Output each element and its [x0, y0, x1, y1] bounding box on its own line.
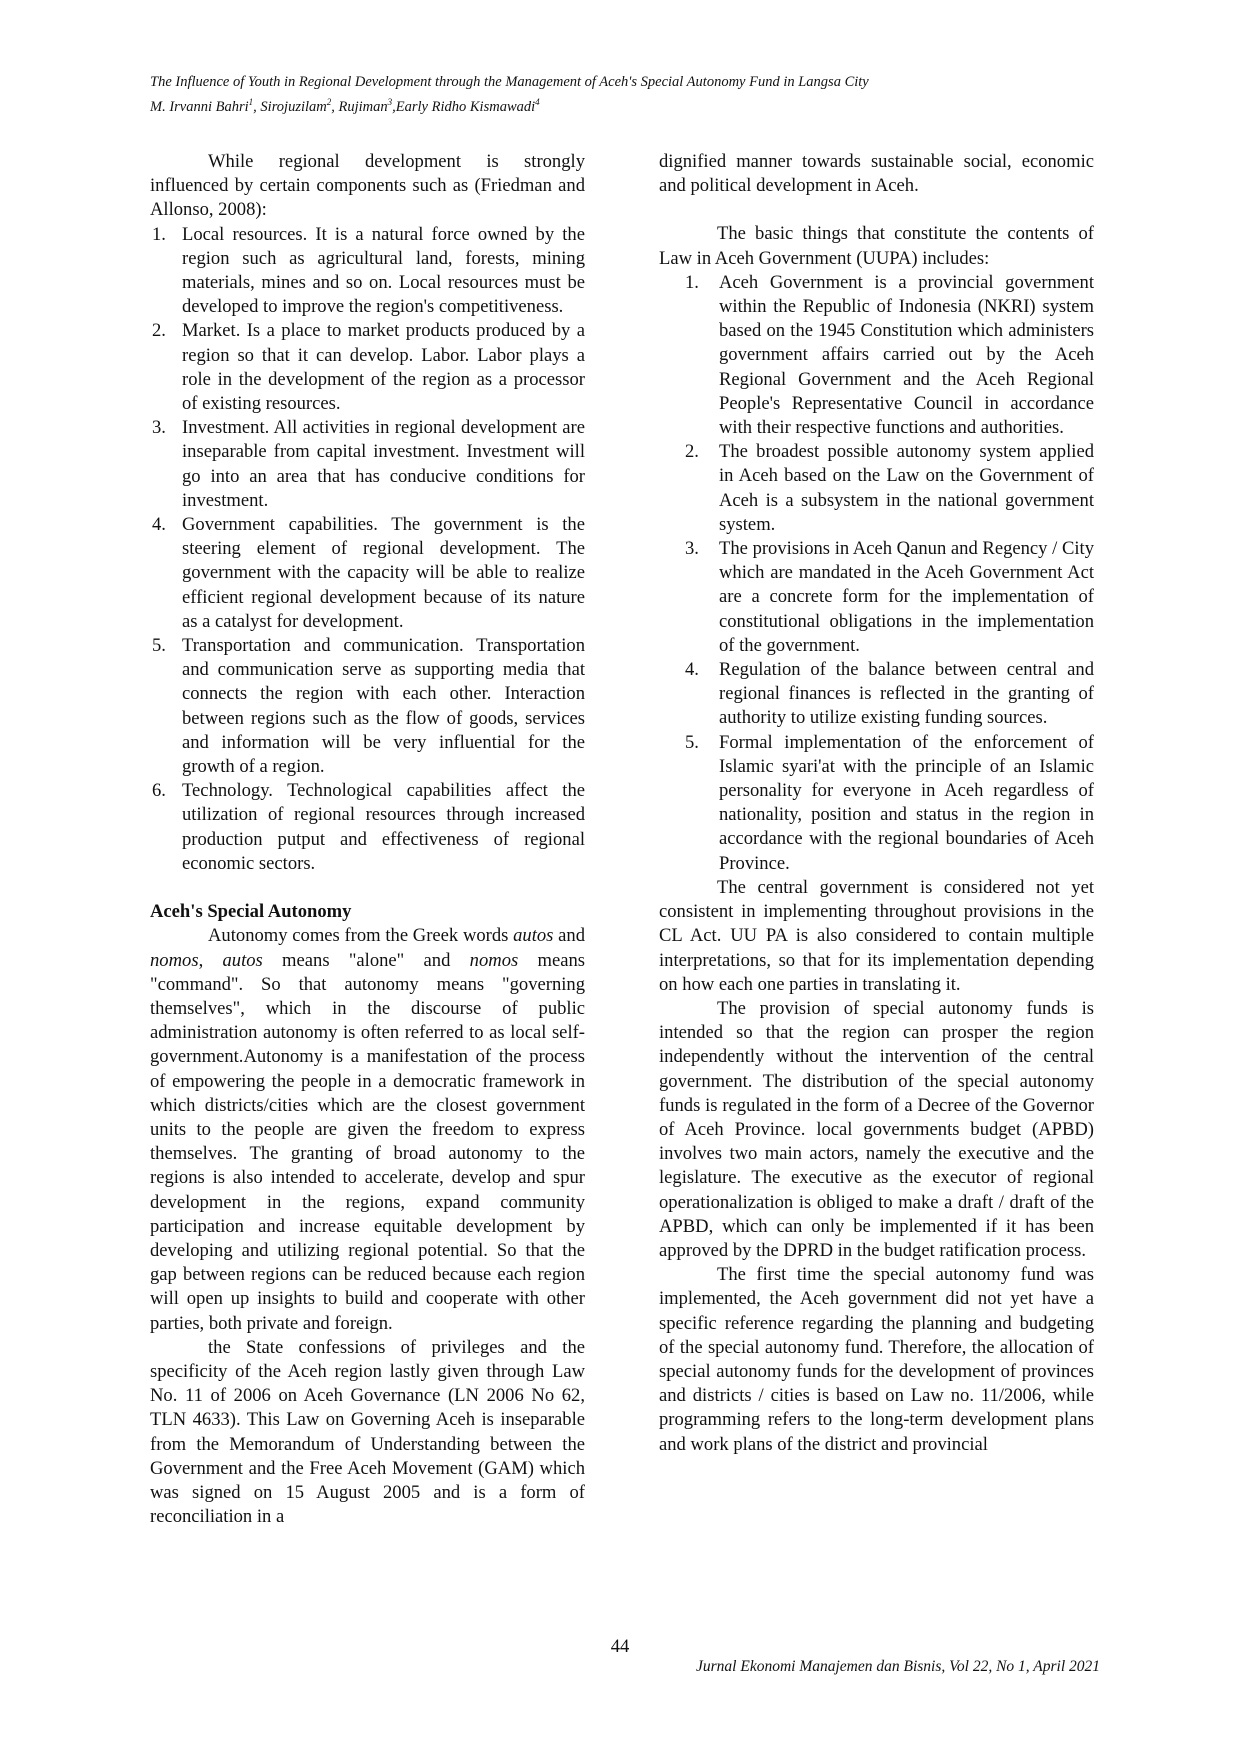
- list-number: 5.: [152, 635, 166, 657]
- list-item: [659, 537, 1094, 658]
- italic-term: autos: [222, 949, 263, 971]
- list-text: Aceh Government is a provincial government within the Republic of Indonesia (NKRI) system based on the 1945 Constitution which administers government affairs carried out by the Aceh Regional Government and the Aceh Regional People's Representative Council in accordance with their respective functions and authorities.: [719, 271, 1094, 439]
- text-run: ,: [198, 949, 223, 971]
- left-column: [150, 150, 585, 1529]
- list-text: Transportation and communication. Transportation and communication serve as supporting media that connects the region with each other. Interaction between regions such as the flow of goods, services and information will be very influential for the growth of a region.: [182, 635, 585, 778]
- list-item: [150, 223, 585, 320]
- italic-term: autos: [513, 925, 554, 947]
- list-item: [659, 271, 1094, 440]
- author-name: M. Irvanni Bahri: [150, 98, 249, 115]
- list-text: Investment. All activities in regional development are inseparable from capital investment. Investment will go into an area that has conducive conditions for investment.: [182, 417, 585, 511]
- central-government-paragraph: The central government is considered not yet consistent in implementing throughout provisions in the CL Act. UU PA is also considered to contain multiple interpretations, so that for its implementation depending on how each one parties in translating it.: [659, 876, 1094, 995]
- list-text: Formal implementation of the enforcement of Islamic syari'at with the principle of an Islamic personality for everyone in Aceh regardless of nationality, position and status in the region in accordance with the regional boundaries of Aceh Province.: [719, 731, 1094, 874]
- list-text: Local resources. It is a natural force owned by the region such as agricultural land, forests, mining materials, mines and so on. Local resources must be developed to improve the region's competitiveness.: [182, 223, 585, 318]
- intro-paragraph: While regional development is strongly influenced by certain components such as (Friedman and Allonso, 2008):: [150, 151, 585, 221]
- article-title: The Influence of Youth in Regional Development through the Management of Aceh's Special Autonomy Fund in Langsa City: [150, 74, 869, 90]
- right-column: [659, 150, 1094, 1457]
- uupa-intro-paragraph: The basic things that constitute the contents of Law in Aceh Government (UUPA) includes:: [659, 223, 1094, 269]
- italic-term: nomos: [150, 949, 199, 971]
- list-text: Regulation of the balance between central and regional finances is reflected in the granting of authority to utilize existing funding sources.: [719, 659, 1094, 729]
- section-heading: Aceh's Special Autonomy: [150, 901, 352, 923]
- provision-paragraph: The provision of special autonomy funds is intended so that the region can prosper the region independently without the intervention of the central government. The distribution of the special autonomy funds is regulated in the form of a Decree of the Governor of Aceh Province. local governments budget (APBD) involves two main actors, namely the executive and the legislature. The executive as the executor of regional operationalization is obliged to make a draft / draft of the APBD, which can only be implemented if it has been approved by the DPRD in the budget ratification process.: [659, 997, 1094, 1261]
- list-number: 4.: [685, 659, 699, 681]
- author-affiliation: 3: [387, 97, 393, 107]
- author-affiliation: 2: [326, 97, 332, 107]
- author-name: Rujiman: [338, 98, 388, 115]
- journal-citation: Jurnal Ekonomi Manajemen dan Bisnis, Vol 22, No 1, April 2021: [696, 1658, 1100, 1675]
- text-run: means "command". So that autonomy means "governing themselves", which in the discourse of public administration autonomy is often referred to as local self-government.Autonomy is a manifestation of the process of empowering the people in a democratic framework in which districts/cities which are the closest government units to the people are given the freedom to express themselves. The granting of broad autonomy to the regions is also intended to accelerate, develop and spur development in the regions, expand community participation and increase equitable development by developing and utilizing regional potential. So that the gap between regions can be reduced because each region will open up insights to build and cooperate with other parties, both private and foreign.: [150, 949, 586, 1334]
- list-number: 2.: [152, 320, 166, 342]
- list-number: 4.: [152, 514, 166, 536]
- author-affiliation: 1: [248, 97, 254, 107]
- list-text: The broadest possible autonomy system applied in Aceh based on the Law on the Government of Aceh is a subsystem in the national government system.: [719, 441, 1094, 535]
- italic-term: nomos: [469, 949, 519, 971]
- author-affiliation: 4: [535, 97, 540, 107]
- list-text: Government capabilities. The government is the steering element of regional development. The government with the capacity will be able to realize efficient regional development because of its nature as a catalyst for development.: [182, 514, 585, 632]
- list-item: [150, 319, 585, 416]
- list-number: 1.: [152, 223, 166, 245]
- author-line: M. Irvanni Bahri$^1$, Sirojuzilam$^2$, Rujiman$^3$,Early Ridho Kismawadi$^4$: [150, 97, 540, 115]
- text-run: and: [553, 925, 585, 947]
- components-list: [150, 223, 585, 876]
- list-number: 3.: [685, 538, 699, 560]
- list-number: 1.: [685, 271, 699, 293]
- list-item: [150, 416, 585, 513]
- list-number: 3.: [152, 417, 166, 439]
- author-name: Sirojuzilam: [260, 98, 327, 115]
- list-item: [150, 779, 585, 876]
- list-text: Market. Is a place to market products produced by a region so that it can develop. Labor. Labor plays a role in the development of the region as a processor of existing resources.: [182, 320, 585, 415]
- list-text: Technology. Technological capabilities affect the utilization of regional resources through increased production putput and effectiveness of regional economic sectors.: [182, 780, 585, 874]
- state-paragraph: the State confessions of privileges and the specificity of the Aceh region lastly given through Law No. 11 of 2006 on Aceh Governance (LN 2006 No 62, TLN 4633). This Law on Governing Aceh is inseparable from the Memorandum of Understanding between the Government and the Free Aceh Movement (GAM) which was signed on 15 August 2005 and is a form of reconciliation in a: [150, 1336, 585, 1528]
- list-text: The provisions in Aceh Qanun and Regency / City which are mandated in the Aceh Government Act are a concrete form for the implementation of constitutional obligations in the implementation of the government.: [719, 538, 1094, 656]
- text-run: means "alone" and: [262, 949, 470, 971]
- list-number: 2.: [685, 441, 699, 463]
- text-run: Autonomy comes from the Greek words: [208, 925, 514, 947]
- list-item: [150, 634, 585, 779]
- continuation-paragraph: dignified manner towards sustainable social, economic and political development in Aceh.: [659, 151, 1094, 197]
- list-item: [659, 440, 1094, 537]
- list-item: [150, 513, 585, 634]
- list-item: [659, 731, 1094, 876]
- list-number: 6.: [152, 780, 166, 802]
- list-number: 5.: [685, 731, 699, 753]
- running-header: [150, 72, 1110, 117]
- uupa-list: [659, 271, 1094, 876]
- author-name: Early Ridho Kismawadi: [395, 98, 536, 115]
- page-number: 44: [610, 1636, 630, 1657]
- list-item: [659, 658, 1094, 731]
- first-time-paragraph: The first time the special autonomy fund was implemented, the Aceh government did not yet have a specific reference regarding the planning and budgeting of the special autonomy fund. Therefore, the allocation of special autonomy funds for the development of provinces and districts / cities is based on Law no. 11/2006, while programming refers to the long-term development plans and work plans of the district and provincial: [659, 1264, 1094, 1455]
- autonomy-paragraph: [150, 924, 585, 1335]
